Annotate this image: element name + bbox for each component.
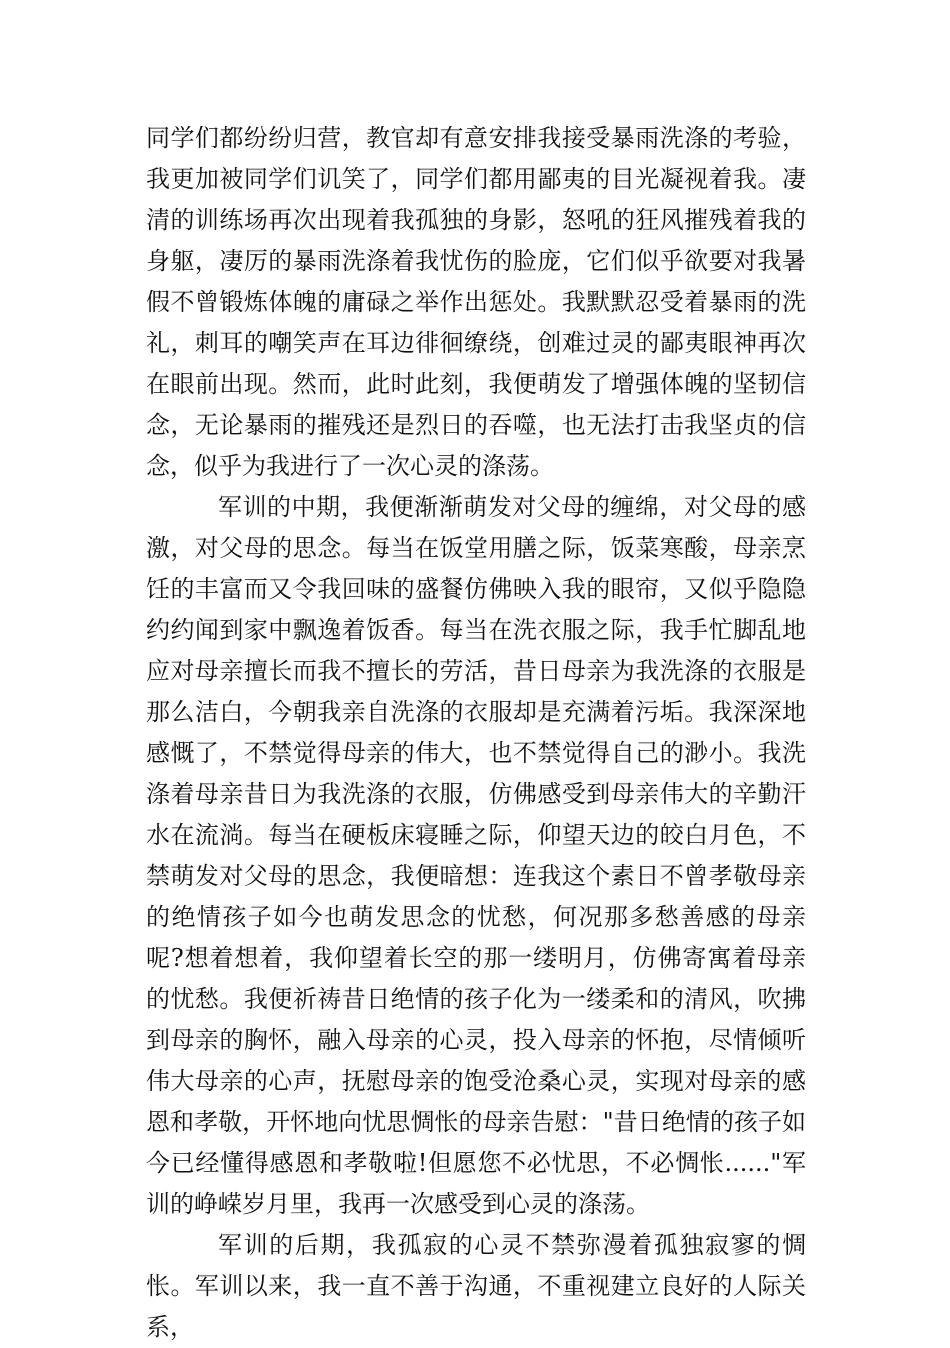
document-body	[146, 118, 806, 1348]
paragraph-3: 军训的后期，我孤寂的心灵不禁弥漫着孤独寂寥的惆怅。军训以来，我一直不善于沟通，不重视建立良好的人际关系，	[146, 1231, 806, 1341]
paragraph-1: 同学们都纷纷归营，教官却有意安排我接受暴雨洗涤的考验，我更加被同学们讥笑了，同学们都用鄙夷的目光凝视着我。凄清的训练场再次出现着我孤独的身影，怒吼的狂风摧残着我的身躯，凄厉的暴雨洗涤着我忧伤的脸庞，它们似乎欲要对我暑假不曾锻炼体魄的庸碌之举作出惩处。我默默忍受着暴雨的洗礼，刺耳的嘲笑声在耳边徘徊缭绕，创难过灵的鄙夷眼神再次在眼前出现。然而，此时此刻，我便萌发了增强体魄的坚韧信念，无论暴雨的摧残还是烈日的吞噬，也无法打击我坚贞的信念，似乎为我进行了一次心灵的涤荡。	[146, 124, 806, 480]
paragraph-2: 军训的中期，我便渐渐萌发对父母的缠绵，对父母的感激，对父母的思念。每当在饭堂用膳之际，饭菜寒酸，母亲烹饪的丰富而又令我回味的盛餐仿佛映入我的眼帘，又似乎隐隐约约闻到家中飘逸着饭香。每当在洗衣服之际，我手忙脚乱地应对母亲擅长而我不擅长的劳活，昔日母亲为我洗涤的衣服是那么洁白，今朝我亲自洗涤的衣服却是充满着污垢。我深深地感慨了，不禁觉得母亲的伟大，也不禁觉得自己的渺小。我洗涤着母亲昔日为我洗涤的衣服，仿佛感受到母亲伟大的辛勤汗水在流淌。每当在硬板床寝睡之际，仰望天边的皎白月色，不禁萌发对父母的思念，我便暗想：连我这个素日不曾孝敬母亲的绝情孩子如今也萌发思念的忧愁，何况那多愁善感的母亲呢?想着想着，我仰望着长空的那一缕明月，仿佛寄寓着母亲的忧愁。我便祈祷昔日绝情的孩子化为一缕柔和的清风，吹拂到母亲的胸怀，融入母亲的心灵，投入母亲的怀抱，尽情倾听伟大母亲的心声，抚慰母亲的饱受沧桑心灵，实现对母亲的感恩和孝敬，开怀地向忧思惆怅的母亲告慰："昔日绝情的孩子如今已经懂得感恩和孝敬啦!但愿您不必忧思，不必惆怅......"军训的峥嵘岁月里，我再一次感受到心灵的涤荡。	[146, 493, 806, 1218]
